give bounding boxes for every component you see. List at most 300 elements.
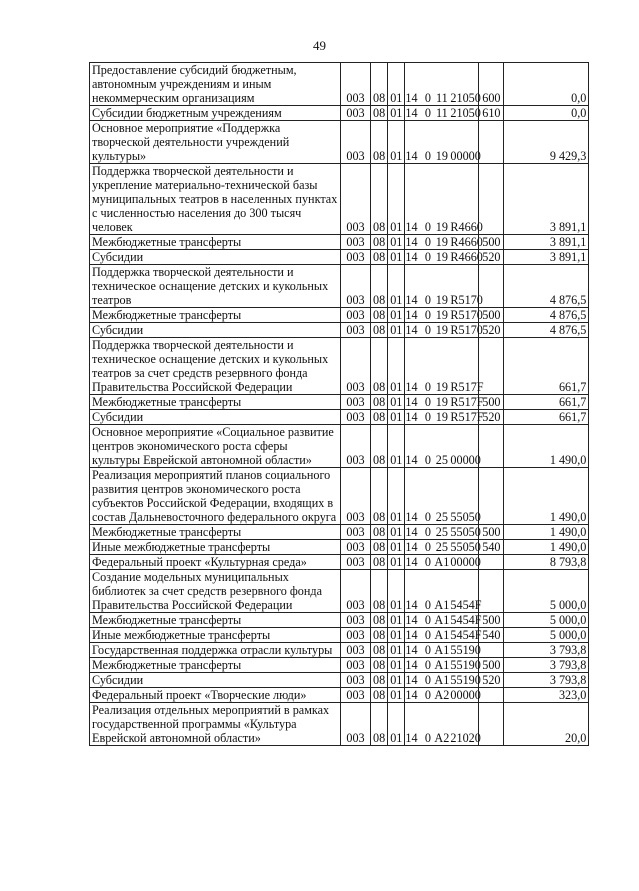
table-row bbox=[90, 265, 589, 308]
amount-cell: 4 876,5 bbox=[504, 265, 589, 308]
table-row bbox=[90, 525, 589, 540]
expense-code: R4660 bbox=[450, 220, 483, 234]
target-article-cell bbox=[405, 468, 479, 525]
ministry-code-cell: 003 bbox=[341, 121, 371, 164]
direction-code: 19 bbox=[435, 220, 448, 234]
subsection-code-cell: 01 bbox=[388, 63, 405, 106]
section-code-cell: 08 bbox=[371, 525, 388, 540]
direction-code: 19 bbox=[435, 250, 448, 264]
program-code: 14 bbox=[405, 688, 418, 702]
subprogram-code: 0 bbox=[424, 643, 431, 657]
subsection-code-cell: 01 bbox=[388, 323, 405, 338]
program-code: 14 bbox=[405, 540, 418, 554]
ministry-code-cell: 003 bbox=[341, 628, 371, 643]
amount-cell: 3 891,1 bbox=[504, 235, 589, 250]
expense-code: R5170 bbox=[450, 293, 483, 307]
expense-code: 21050 bbox=[450, 106, 481, 120]
direction-code: 19 bbox=[435, 410, 448, 424]
target-article-cell bbox=[405, 540, 479, 555]
section-code-cell: 08 bbox=[371, 164, 388, 235]
expense-name-cell: Субсидии bbox=[90, 323, 341, 338]
section-code-cell: 08 bbox=[371, 63, 388, 106]
target-article-cell bbox=[405, 570, 482, 613]
subsection-code-cell: 01 bbox=[388, 658, 405, 673]
direction-code: A2 bbox=[434, 688, 450, 702]
section-code-cell: 08 bbox=[371, 555, 388, 570]
expense-type-cell: 600 bbox=[479, 63, 504, 106]
ministry-code-cell: 003 bbox=[341, 338, 371, 395]
subsection-code-cell: 01 bbox=[388, 468, 405, 525]
expense-type-cell: 540 bbox=[479, 540, 504, 555]
subprogram-code: 0 bbox=[424, 410, 431, 424]
section-code-cell: 08 bbox=[371, 250, 388, 265]
amount-cell: 5 000,0 bbox=[504, 628, 589, 643]
target-article-cell bbox=[405, 613, 482, 628]
program-code: 14 bbox=[405, 220, 418, 234]
expense-code: 55190 bbox=[450, 658, 481, 672]
expense-code: 00000 bbox=[450, 453, 481, 467]
subprogram-code: 0 bbox=[424, 91, 431, 105]
ministry-code-cell: 003 bbox=[341, 658, 371, 673]
expense-code: R4660 bbox=[450, 250, 483, 264]
amount-cell: 3 891,1 bbox=[504, 164, 589, 235]
expense-type-cell: 500 bbox=[479, 613, 504, 628]
target-article-cell bbox=[405, 308, 483, 323]
expense-name-cell: Субсидии bbox=[90, 250, 341, 265]
table-row bbox=[90, 643, 589, 658]
target-article-cell bbox=[405, 250, 483, 265]
amount-cell: 1 490,0 bbox=[504, 468, 589, 525]
program-code: 14 bbox=[405, 308, 418, 322]
expense-type-cell bbox=[479, 555, 504, 570]
table-row bbox=[90, 673, 589, 688]
amount-cell: 5 000,0 bbox=[504, 570, 589, 613]
expense-name-cell: Межбюджетные трансферты bbox=[90, 308, 341, 323]
table-row bbox=[90, 106, 589, 121]
program-code: 14 bbox=[405, 510, 418, 524]
expense-name-cell: Межбюджетные трансферты bbox=[90, 395, 341, 410]
ministry-code-cell: 003 bbox=[341, 555, 371, 570]
subsection-code-cell: 01 bbox=[388, 525, 405, 540]
expense-code: 21050 bbox=[450, 91, 481, 105]
amount-cell: 8 793,8 bbox=[504, 555, 589, 570]
subprogram-code: 0 bbox=[424, 149, 431, 163]
table-row bbox=[90, 570, 589, 613]
expense-name-cell: Федеральный проект «Культурная среда» bbox=[90, 555, 341, 570]
expense-type-cell: 520 bbox=[479, 673, 504, 688]
expense-name-cell: Основное мероприятие «Социальное развитие центров экономического роста сферы культуры Еврейской автономной области» bbox=[90, 425, 341, 468]
subsection-code-cell: 01 bbox=[388, 265, 405, 308]
subsection-code-cell: 01 bbox=[388, 410, 405, 425]
table-row bbox=[90, 468, 589, 525]
expense-type-cell bbox=[479, 570, 504, 613]
program-code: 14 bbox=[405, 673, 418, 687]
program-code: 14 bbox=[405, 643, 418, 657]
target-article-cell bbox=[405, 164, 483, 235]
section-code-cell: 08 bbox=[371, 703, 388, 746]
direction-code: A2 bbox=[434, 731, 450, 745]
subprogram-code: 0 bbox=[424, 613, 431, 627]
expense-type-cell: 500 bbox=[479, 525, 504, 540]
expense-code: R517F bbox=[450, 395, 484, 409]
subprogram-code: 0 bbox=[424, 380, 431, 394]
subprogram-code: 0 bbox=[424, 510, 431, 524]
subprogram-code: 0 bbox=[424, 673, 431, 687]
subsection-code-cell: 01 bbox=[388, 540, 405, 555]
amount-cell: 3 793,8 bbox=[504, 673, 589, 688]
expense-type-cell: 610 bbox=[479, 106, 504, 121]
ministry-code-cell: 003 bbox=[341, 688, 371, 703]
expense-name-cell: Поддержка творческой деятельности и техническое оснащение детских и кукольных театров за счет средств резервного фонда Правительства Российской Федерации bbox=[90, 338, 341, 395]
expense-code: 00000 bbox=[450, 149, 481, 163]
subprogram-code: 0 bbox=[424, 731, 431, 745]
target-article-cell bbox=[405, 555, 479, 570]
ministry-code-cell: 003 bbox=[341, 425, 371, 468]
section-code-cell: 08 bbox=[371, 121, 388, 164]
ministry-code-cell: 003 bbox=[341, 106, 371, 121]
table-row bbox=[90, 121, 589, 164]
target-article-cell bbox=[405, 106, 479, 121]
expense-name-cell: Субсидии bbox=[90, 410, 341, 425]
expense-code: 5454F bbox=[450, 628, 482, 642]
target-article-cell bbox=[405, 658, 479, 673]
subsection-code-cell: 01 bbox=[388, 688, 405, 703]
direction-code: A1 bbox=[434, 658, 450, 672]
expense-type-cell: 500 bbox=[479, 395, 504, 410]
target-article-cell bbox=[405, 525, 479, 540]
ministry-code-cell: 003 bbox=[341, 643, 371, 658]
ministry-code-cell: 003 bbox=[341, 63, 371, 106]
section-code-cell: 08 bbox=[371, 265, 388, 308]
direction-code: 19 bbox=[435, 323, 448, 337]
target-article-cell bbox=[405, 338, 484, 395]
subprogram-code: 0 bbox=[424, 106, 431, 120]
amount-cell: 661,7 bbox=[504, 410, 589, 425]
expense-name-cell: Реализация мероприятий планов социального развития центров экономического роста субъектов Российской Федерации, входящих в состав Дальневосточного федерального округа bbox=[90, 468, 341, 525]
target-article-cell bbox=[405, 643, 479, 658]
table-row bbox=[90, 628, 589, 643]
program-code: 14 bbox=[405, 323, 418, 337]
expense-name-cell: Межбюджетные трансферты bbox=[90, 525, 341, 540]
ministry-code-cell: 003 bbox=[341, 673, 371, 688]
amount-cell: 9 429,3 bbox=[504, 121, 589, 164]
direction-code: A1 bbox=[434, 673, 450, 687]
ministry-code-cell: 003 bbox=[341, 323, 371, 338]
subprogram-code: 0 bbox=[424, 395, 431, 409]
expense-type-cell: 500 bbox=[479, 235, 504, 250]
expense-code: R517F bbox=[450, 410, 484, 424]
expense-name-cell: Поддержка творческой деятельности и техническое оснащение детских и кукольных театров bbox=[90, 265, 341, 308]
table-row bbox=[90, 164, 589, 235]
expense-type-cell: 500 bbox=[479, 658, 504, 673]
ministry-code-cell: 003 bbox=[341, 395, 371, 410]
section-code-cell: 08 bbox=[371, 658, 388, 673]
direction-code: 11 bbox=[436, 91, 448, 105]
ministry-code-cell: 003 bbox=[341, 308, 371, 323]
ministry-code-cell: 003 bbox=[341, 250, 371, 265]
program-code: 14 bbox=[405, 149, 418, 163]
section-code-cell: 08 bbox=[371, 308, 388, 323]
subprogram-code: 0 bbox=[424, 323, 431, 337]
program-code: 14 bbox=[405, 658, 418, 672]
program-code: 14 bbox=[405, 555, 418, 569]
program-code: 14 bbox=[405, 410, 418, 424]
program-code: 14 bbox=[405, 395, 418, 409]
table-row bbox=[90, 308, 589, 323]
subsection-code-cell: 01 bbox=[388, 106, 405, 121]
budget-table bbox=[89, 62, 589, 746]
section-code-cell: 08 bbox=[371, 613, 388, 628]
expense-type-cell: 540 bbox=[479, 628, 504, 643]
table-row bbox=[90, 555, 589, 570]
program-code: 14 bbox=[405, 380, 418, 394]
ministry-code-cell: 003 bbox=[341, 265, 371, 308]
target-article-cell bbox=[405, 235, 483, 250]
direction-code: 19 bbox=[435, 380, 448, 394]
table-row bbox=[90, 703, 589, 746]
program-code: 14 bbox=[405, 106, 418, 120]
expense-name-cell: Межбюджетные трансферты bbox=[90, 613, 341, 628]
section-code-cell: 08 bbox=[371, 688, 388, 703]
subsection-code-cell: 01 bbox=[388, 673, 405, 688]
expense-code: 00000 bbox=[450, 688, 481, 702]
subprogram-code: 0 bbox=[424, 555, 431, 569]
direction-code: 19 bbox=[435, 308, 448, 322]
subprogram-code: 0 bbox=[424, 293, 431, 307]
section-code-cell: 08 bbox=[371, 673, 388, 688]
expense-name-cell: Федеральный проект «Творческие люди» bbox=[90, 688, 341, 703]
direction-code: 19 bbox=[435, 235, 448, 249]
amount-cell: 3 793,8 bbox=[504, 658, 589, 673]
subsection-code-cell: 01 bbox=[388, 570, 405, 613]
ministry-code-cell: 003 bbox=[341, 164, 371, 235]
expense-code: 55050 bbox=[450, 540, 481, 554]
subsection-code-cell: 01 bbox=[388, 250, 405, 265]
expense-code: 5454F bbox=[450, 598, 482, 612]
table-row bbox=[90, 395, 589, 410]
program-code: 14 bbox=[405, 628, 418, 642]
target-article-cell bbox=[405, 673, 479, 688]
subprogram-code: 0 bbox=[424, 658, 431, 672]
expense-name-cell: Создание модельных муниципальных библиотек за счет средств резервного фонда Правительства Российской Федерации bbox=[90, 570, 341, 613]
expense-code: 5454F bbox=[450, 613, 482, 627]
program-code: 14 bbox=[405, 613, 418, 627]
target-article-cell bbox=[405, 410, 484, 425]
table-row bbox=[90, 658, 589, 673]
section-code-cell: 08 bbox=[371, 338, 388, 395]
amount-cell: 0,0 bbox=[504, 63, 589, 106]
table-row bbox=[90, 250, 589, 265]
section-code-cell: 08 bbox=[371, 323, 388, 338]
expense-type-cell bbox=[479, 688, 504, 703]
ministry-code-cell: 003 bbox=[341, 703, 371, 746]
amount-cell: 323,0 bbox=[504, 688, 589, 703]
subsection-code-cell: 01 bbox=[388, 643, 405, 658]
direction-code: 25 bbox=[435, 510, 448, 524]
page-number: 49 bbox=[313, 38, 326, 53]
expense-name-cell: Государственная поддержка отрасли культуры bbox=[90, 643, 341, 658]
target-article-cell bbox=[405, 425, 479, 468]
target-article-cell bbox=[405, 628, 482, 643]
amount-cell: 1 490,0 bbox=[504, 525, 589, 540]
ministry-code-cell: 003 bbox=[341, 540, 371, 555]
expense-name-cell: Поддержка творческой деятельности и укрепление материально-технической базы муниципальных театров в населенных пунктах с численностью населения до 300 тысяч человек bbox=[90, 164, 341, 235]
subsection-code-cell: 01 bbox=[388, 308, 405, 323]
table-row bbox=[90, 425, 589, 468]
program-code: 14 bbox=[405, 91, 418, 105]
subsection-code-cell: 01 bbox=[388, 164, 405, 235]
direction-code: A1 bbox=[434, 643, 450, 657]
target-article-cell bbox=[405, 703, 479, 746]
table-row bbox=[90, 323, 589, 338]
amount-cell: 5 000,0 bbox=[504, 613, 589, 628]
target-article-cell bbox=[405, 323, 483, 338]
ministry-code-cell: 003 bbox=[341, 235, 371, 250]
expense-type-cell: 520 bbox=[479, 410, 504, 425]
expense-type-cell bbox=[479, 468, 504, 525]
program-code: 14 bbox=[405, 598, 418, 612]
subprogram-code: 0 bbox=[424, 250, 431, 264]
expense-type-cell bbox=[479, 425, 504, 468]
subprogram-code: 0 bbox=[424, 453, 431, 467]
expense-code: R4660 bbox=[450, 235, 483, 249]
expense-code: R5170 bbox=[450, 323, 483, 337]
subsection-code-cell: 01 bbox=[388, 628, 405, 643]
table-row bbox=[90, 688, 589, 703]
subsection-code-cell: 01 bbox=[388, 555, 405, 570]
amount-cell: 1 490,0 bbox=[504, 425, 589, 468]
expense-code: 55190 bbox=[450, 673, 481, 687]
target-article-cell bbox=[405, 265, 483, 308]
table-row bbox=[90, 63, 589, 106]
subprogram-code: 0 bbox=[424, 525, 431, 539]
budget-table-body bbox=[90, 63, 589, 746]
expense-name-cell: Межбюджетные трансферты bbox=[90, 235, 341, 250]
subprogram-code: 0 bbox=[424, 220, 431, 234]
expense-name-cell: Субсидии бюджетным учреждениям bbox=[90, 106, 341, 121]
ministry-code-cell: 003 bbox=[341, 613, 371, 628]
program-code: 14 bbox=[405, 731, 418, 745]
ministry-code-cell: 003 bbox=[341, 410, 371, 425]
expense-code: 55050 bbox=[450, 510, 481, 524]
subsection-code-cell: 01 bbox=[388, 703, 405, 746]
expense-name-cell: Реализация отдельных мероприятий в рамках государственной программы «Культура Еврейской автономной области» bbox=[90, 703, 341, 746]
subprogram-code: 0 bbox=[424, 628, 431, 642]
target-article-cell bbox=[405, 688, 479, 703]
program-code: 14 bbox=[405, 293, 418, 307]
expense-name-cell: Предоставление субсидий бюджетным, автономным учреждениям и иным некоммерческим организациям bbox=[90, 63, 341, 106]
direction-code: 11 bbox=[436, 106, 448, 120]
table-row bbox=[90, 338, 589, 395]
direction-code: 25 bbox=[435, 540, 448, 554]
amount-cell: 4 876,5 bbox=[504, 308, 589, 323]
target-article-cell bbox=[405, 395, 484, 410]
expense-code: 00000 bbox=[450, 555, 481, 569]
direction-code: A1 bbox=[434, 613, 450, 627]
amount-cell: 3 793,8 bbox=[504, 643, 589, 658]
direction-code: A1 bbox=[434, 628, 450, 642]
amount-cell: 0,0 bbox=[504, 106, 589, 121]
direction-code: A1 bbox=[434, 598, 450, 612]
subsection-code-cell: 01 bbox=[388, 613, 405, 628]
subsection-code-cell: 01 bbox=[388, 425, 405, 468]
ministry-code-cell: 003 bbox=[341, 468, 371, 525]
subsection-code-cell: 01 bbox=[388, 395, 405, 410]
direction-code: A1 bbox=[434, 555, 450, 569]
subsection-code-cell: 01 bbox=[388, 235, 405, 250]
expense-type-cell: 520 bbox=[479, 323, 504, 338]
expense-code: 55050 bbox=[450, 525, 481, 539]
section-code-cell: 08 bbox=[371, 425, 388, 468]
expense-name-cell: Межбюджетные трансферты bbox=[90, 658, 341, 673]
expense-type-cell bbox=[479, 643, 504, 658]
subprogram-code: 0 bbox=[424, 235, 431, 249]
direction-code: 25 bbox=[435, 453, 448, 467]
ministry-code-cell: 003 bbox=[341, 525, 371, 540]
expense-type-cell: 520 bbox=[479, 250, 504, 265]
expense-code: R5170 bbox=[450, 308, 483, 322]
direction-code: 19 bbox=[435, 293, 448, 307]
program-code: 14 bbox=[405, 525, 418, 539]
program-code: 14 bbox=[405, 453, 418, 467]
section-code-cell: 08 bbox=[371, 395, 388, 410]
table-row bbox=[90, 540, 589, 555]
expense-name-cell: Иные межбюджетные трансферты bbox=[90, 628, 341, 643]
expense-name-cell: Субсидии bbox=[90, 673, 341, 688]
section-code-cell: 08 bbox=[371, 643, 388, 658]
expense-type-cell: 500 bbox=[479, 308, 504, 323]
program-code: 14 bbox=[405, 250, 418, 264]
direction-code: 25 bbox=[435, 525, 448, 539]
direction-code: 19 bbox=[435, 395, 448, 409]
expense-code: 21020 bbox=[450, 731, 481, 745]
section-code-cell: 08 bbox=[371, 468, 388, 525]
direction-code: 19 bbox=[435, 149, 448, 163]
subprogram-code: 0 bbox=[424, 540, 431, 554]
expense-type-cell bbox=[479, 703, 504, 746]
table-row bbox=[90, 613, 589, 628]
expense-code: R517F bbox=[450, 380, 484, 394]
table-row bbox=[90, 410, 589, 425]
expense-name-cell: Основное мероприятие «Поддержка творческой деятельности учреждений культуры» bbox=[90, 121, 341, 164]
amount-cell: 4 876,5 bbox=[504, 323, 589, 338]
section-code-cell: 08 bbox=[371, 235, 388, 250]
target-article-cell bbox=[405, 63, 479, 106]
expense-code: 55190 bbox=[450, 643, 481, 657]
subprogram-code: 0 bbox=[424, 308, 431, 322]
expense-type-cell bbox=[479, 121, 504, 164]
amount-cell: 20,0 bbox=[504, 703, 589, 746]
section-code-cell: 08 bbox=[371, 570, 388, 613]
amount-cell: 661,7 bbox=[504, 395, 589, 410]
section-code-cell: 08 bbox=[371, 106, 388, 121]
subprogram-code: 0 bbox=[424, 688, 431, 702]
section-code-cell: 08 bbox=[371, 628, 388, 643]
section-code-cell: 08 bbox=[371, 410, 388, 425]
subsection-code-cell: 01 bbox=[388, 338, 405, 395]
target-article-cell bbox=[405, 121, 479, 164]
table-row bbox=[90, 235, 589, 250]
ministry-code-cell: 003 bbox=[341, 570, 371, 613]
amount-cell: 661,7 bbox=[504, 338, 589, 395]
amount-cell: 3 891,1 bbox=[504, 250, 589, 265]
subsection-code-cell: 01 bbox=[388, 121, 405, 164]
section-code-cell: 08 bbox=[371, 540, 388, 555]
expense-name-cell: Иные межбюджетные трансферты bbox=[90, 540, 341, 555]
subprogram-code: 0 bbox=[424, 598, 431, 612]
amount-cell: 1 490,0 bbox=[504, 540, 589, 555]
program-code: 14 bbox=[405, 235, 418, 249]
